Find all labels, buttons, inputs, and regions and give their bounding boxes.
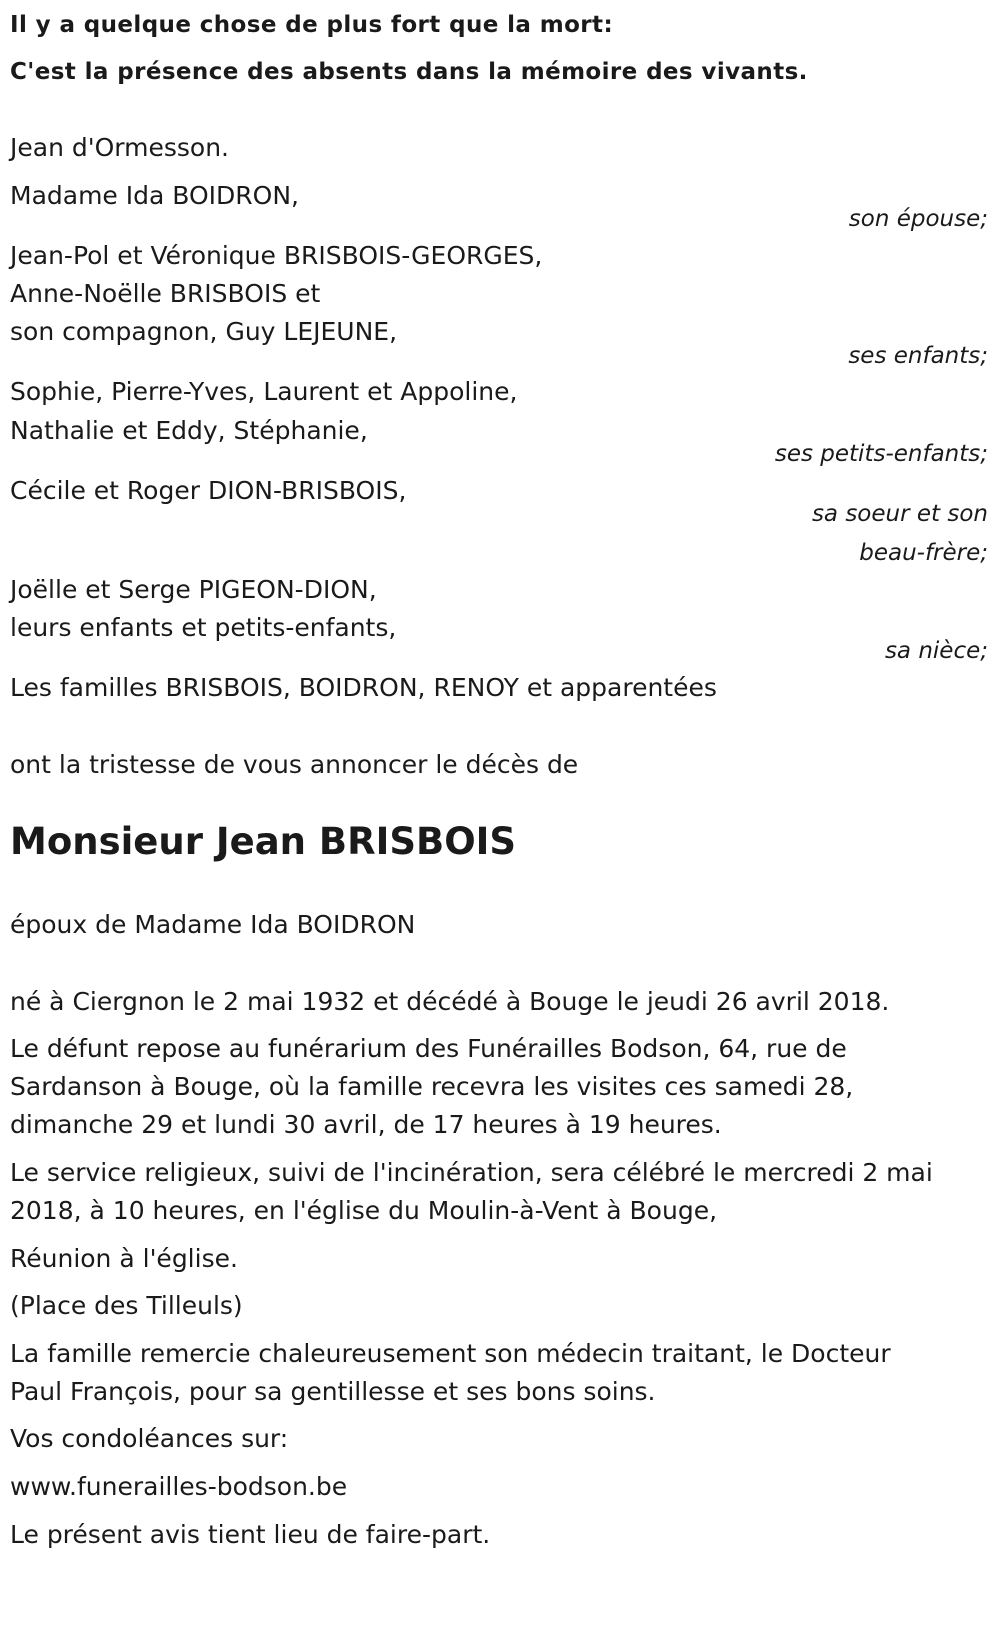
- children-relation: ses enfants;: [848, 343, 988, 369]
- quote-line-2: C'est la présence des absents dans la mémoire des vivants.: [10, 59, 808, 85]
- thanks-line-2: Paul François, pour sa gentillesse et ses bons soins.: [10, 1377, 656, 1406]
- niece-relation: sa nièce;: [884, 638, 988, 664]
- meeting: Réunion à l'église.: [10, 1244, 238, 1273]
- children-line-3: son compagnon, Guy LEJEUNE,: [10, 317, 398, 346]
- sister-relation-line-1: sa soeur et son: [811, 501, 988, 527]
- service-line-1: Le service religieux, suivi de l'incinération, sera célébré le mercredi 2 mai: [10, 1158, 933, 1187]
- funerarium-line-2: Sardanson à Bouge, où la famille recevra les visites ces samedi 28,: [10, 1072, 854, 1101]
- condolences-label: Vos condoléances sur:: [10, 1424, 289, 1453]
- sister-relation-line-2: beau-frère;: [859, 540, 988, 566]
- place: (Place des Tilleuls): [10, 1291, 243, 1320]
- website-link[interactable]: www.funerailles-bodson.be: [10, 1472, 348, 1501]
- thanks-line-1: La famille remercie chaleureusement son médecin traitant, le Docteur: [10, 1339, 891, 1368]
- spouse-relation: son épouse;: [848, 206, 988, 232]
- niece-line-2: leurs enfants et petits-enfants,: [10, 613, 397, 642]
- service-line-2: 2018, à 10 heures, en l'église du Moulin-à-Vent à Bouge,: [10, 1196, 718, 1225]
- announcement: ont la tristesse de vous annoncer le décès de: [10, 750, 579, 779]
- funerarium-line-3: dimanche 29 et lundi 30 avril, de 17 heures à 19 heures.: [10, 1110, 722, 1139]
- spouse-name: Madame Ida BOIDRON,: [10, 181, 299, 210]
- deceased-name: Monsieur Jean BRISBOIS: [10, 820, 517, 863]
- children-line-2: Anne-Noëlle BRISBOIS et: [10, 279, 321, 308]
- quote-author: Jean d'Ormesson.: [10, 133, 229, 162]
- sister-name: Cécile et Roger DION-BRISBOIS,: [10, 476, 407, 505]
- families-line: Les familles BRISBOIS, BOIDRON, RENOY et apparentées: [10, 673, 717, 702]
- children-line-1: Jean-Pol et Véronique BRISBOIS-GEORGES,: [10, 241, 543, 270]
- grandchildren-relation: ses petits-enfants;: [774, 441, 988, 467]
- birth-death: né à Ciergnon le 2 mai 1932 et décédé à Bouge le jeudi 26 avril 2018.: [10, 987, 890, 1016]
- quote-line-1: Il y a quelque chose de plus fort que la mort:: [10, 12, 614, 38]
- grandchildren-line-2: Nathalie et Eddy, Stéphanie,: [10, 416, 368, 445]
- funerarium-line-1: Le défunt repose au funérarium des Funérailles Bodson, 64, rue de: [10, 1034, 847, 1063]
- grandchildren-line-1: Sophie, Pierre-Yves, Laurent et Appoline,: [10, 377, 518, 406]
- spouse-of: époux de Madame Ida BOIDRON: [10, 910, 416, 939]
- notice-line: Le présent avis tient lieu de faire-part.: [10, 1520, 491, 1549]
- niece-line-1: Joëlle et Serge PIGEON-DION,: [10, 575, 377, 604]
